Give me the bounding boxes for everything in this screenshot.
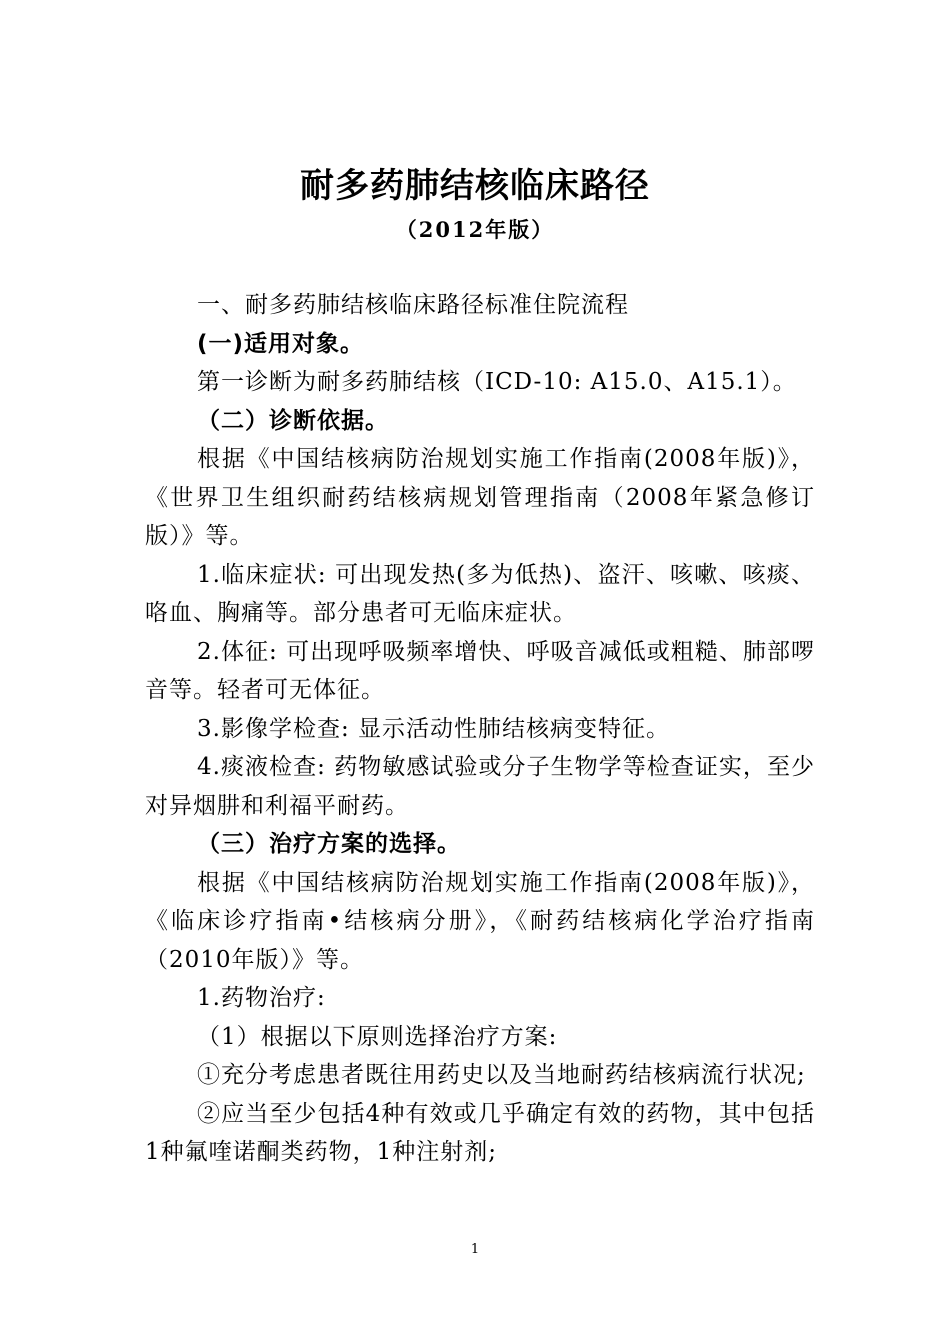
list-item-symptoms: 1.临床症状: 可出现发热(多为低热)、盗汗、咳嗽、咳痰、咯血、胸痛等。部分患者可无临床症状。 [145,561,815,626]
document-subtitle: （2012年版） [395,217,555,242]
subsection-heading-applicable: (一)适用对象。 [197,330,365,357]
list-item-principles: （1）根据以下原则选择治疗方案: [197,1023,558,1050]
subsection-heading-treatment: （三）治疗方案的选择。 [197,831,461,857]
list-item-signs: 2.体征: 可出现呼吸频率增快、呼吸音减低或粗糙、肺部啰音等。轻者可无体征。 [145,638,815,703]
subsection-heading-diagnosis: （二）诊断依据。 [197,407,389,434]
document-body [145,286,815,1172]
list-item-sputum: 4.痰液检查: 药物敏感试验或分子生物学等检查证实，至少对异烟肼和利福平耐药。 [145,754,815,819]
paragraph-treatment: 根据《中国结核病防治规划实施工作指南(2008年版)》，《临床诊疗指南•结核病分册》，《耐药结核病化学治疗指南（2010年版）》等。 [145,869,815,973]
page-number: 1 [470,1242,480,1257]
list-item-principle-1: ①充分考虑患者既往用药史以及当地耐药结核病流行状况; [197,1062,806,1088]
paragraph-diagnosis: 根据《中国结核病防治规划实施工作指南(2008年版)》，《世界卫生组织耐药结核病规划管理指南（2008年紧急修订版）》等。 [145,446,815,549]
list-item-drug-therapy: 1.药物治疗: [197,985,326,1011]
document-title: 耐多药肺结核临床路径 [300,166,650,206]
list-item-imaging: 3.影像学检查: 显示活动性肺结核病变特征。 [197,715,671,742]
section-heading: 一、耐多药肺结核临床路径标准住院流程 [197,292,629,318]
list-item-principle-2: ②应当至少包括4种有效或几乎确定有效的药物，其中包括1种氟喹诺酮类药物，1种注射剂; [145,1100,815,1165]
paragraph-applicable: 第一诊断为耐多药肺结核（ICD-10: A15.0、A15.1）。 [197,369,797,395]
